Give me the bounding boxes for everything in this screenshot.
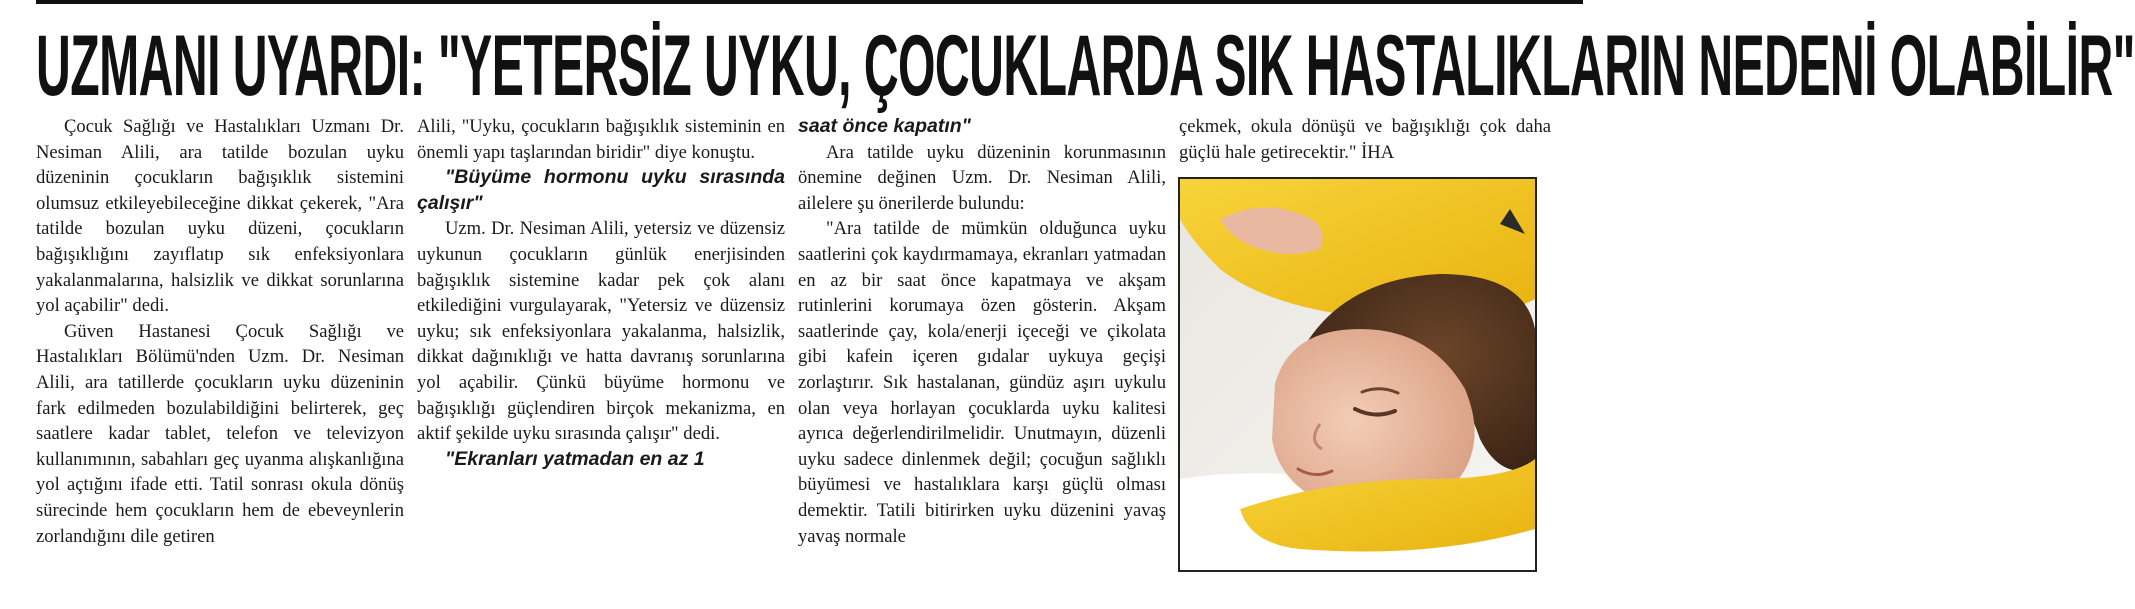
article-column-4 <box>1179 114 1551 165</box>
paragraph: "Ara tatilde de mümkün olduğunca uyku saatlerini çok kaydırmamaya, ekranları yatmadan en az bir saat önce kapatmaya ve akşam rutinlerini korumaya özen gösterin. Akşam saatlerinde çay, kola/enerji içeceği ve çikolata gibi kafein içeren gıdalar uykuya geçişi zorlaştırır. Sık hastalanan, gündüz aşırı uykulu olan veya horlayan çocuklarda uyku kalitesi ayrıca değerlendirilmelidir. Unutmayın, düzenli uyku sadece dinlenmek değil; çocuğun sağlıklı büyümesi ve hastalıklara karşı güçlü olması demektir. Tatili bitirirken uyku düzenini yavaş yavaş normale <box>798 218 1166 547</box>
paragraph: Uzm. Dr. Nesiman Alili, yetersiz ve düzensiz uykunun çocukların günlük enerjisinden bağışıklık sistemine kadar pek çok alanı etkilediğini vurgulayarak, "Yetersiz ve düzensiz uyku; sık enfeksiyonlara yakalanma, halsizlik, dikkat dağınıklığı ve hatta davranış sorunlarına yol açabilir. Çünkü büyüme hormonu ve bağışıklığı güçlendiren birçok mekanizma, en aktif şekilde uyku sırasında çalışır" dedi. <box>417 218 785 445</box>
subheading: "Büyüme hormonu uyku sırasında çalışır" <box>417 166 785 214</box>
subheading: "Ekranları yatmadan en az 1 <box>445 447 705 470</box>
article-column-1 <box>36 114 404 549</box>
subheading-continued: saat önce kapatın" <box>798 115 971 137</box>
top-rule <box>36 0 1583 4</box>
sleeping-child-photo <box>1178 177 1537 572</box>
paragraph: çekmek, okula dönüşü ve bağışıklığı çok daha güçlü hale getirecektir." İHA <box>1179 116 1551 163</box>
paragraph: Alili, "Uyku, çocukların bağışıklık sisteminin en önemli yapı taşlarından biridir" diye konuştu. <box>417 116 785 163</box>
headline: UZMANI UYARDI: "YETERSİZ UYKU, ÇOCUKLARDA SIK HASTALIKLARIN NEDENİ OLABİLİR" <box>36 18 2135 114</box>
paragraph: Güven Hastanesi Çocuk Sağlığı ve Hastalıkları Bölümü'nden Uzm. Dr. Nesiman Alili, ara tatillerde çocukların uyku düzeninin fark edilmeden bozulabildiğini belirterek, geç saatlere kadar tablet, telefon ve televizyon kullanımının, sabahları geç uyanma alışkanlığına yol açtığını ifade etti. Tatil sonrası okula dönüş sürecinde hem çocukların hem de ebeveynlerin zorlandığını dile getiren <box>36 320 404 547</box>
article-column-2 <box>417 114 785 472</box>
paragraph: Çocuk Sağlığı ve Hastalıkları Uzmanı Dr. Nesiman Alili, ara tatilde bozulan uyku düzeninin çocukların bağışıklık sistemini olumsuz etkileyebileceğine dikkat çekerek, "Ara tatilde bozulan uyku düzeni, çocukların bağışıklığını zayıflatıp sık enfeksiyonlara yakalanmalarına, halsizlik ve dikkat sorunlarına yol açabilir" dedi. <box>36 116 404 317</box>
article-column-3 <box>798 114 1166 549</box>
paragraph: Ara tatilde uyku düzeninin korunmasının önemine değinen Uzm. Dr. Nesiman Alili, ailelere şu önerilerde bulundu: <box>798 141 1166 214</box>
sleeping-child-illustration <box>1180 179 1535 570</box>
